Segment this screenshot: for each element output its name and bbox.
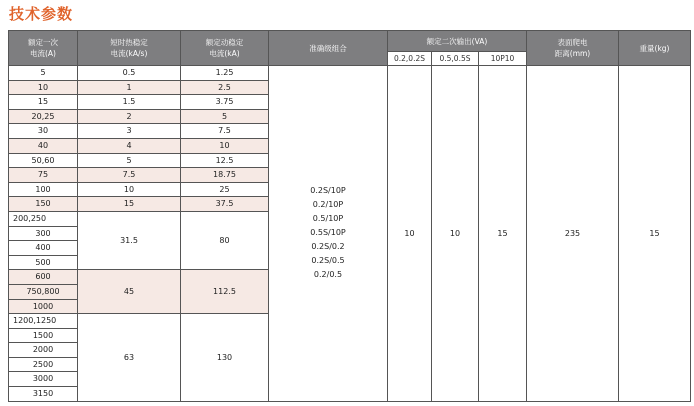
thermal-current-cell: 2 bbox=[78, 109, 181, 124]
thermal-current-cell: 31.5 bbox=[78, 211, 181, 269]
thermal-current-cell: 15 bbox=[78, 197, 181, 212]
primary-current-cell: 600 bbox=[9, 270, 78, 285]
primary-current-cell: 500 bbox=[9, 255, 78, 270]
output-02-cell: 10 bbox=[388, 66, 432, 402]
header-primary-current: 额定一次 电流(A) bbox=[9, 31, 78, 66]
thermal-current-cell: 63 bbox=[78, 314, 181, 402]
primary-current-cell: 75 bbox=[9, 168, 78, 183]
primary-current-cell: 15 bbox=[9, 95, 78, 110]
primary-current-cell: 1200,1250 bbox=[9, 314, 78, 329]
header-weight: 重量(kg) bbox=[619, 31, 691, 66]
primary-current-cell: 2500 bbox=[9, 357, 78, 372]
weight-cell: 15 bbox=[619, 66, 691, 402]
dynamic-current-cell: 1.25 bbox=[181, 66, 269, 81]
primary-current-cell: 150 bbox=[9, 197, 78, 212]
thermal-current-cell: 3 bbox=[78, 124, 181, 139]
thermal-current-cell: 1.5 bbox=[78, 95, 181, 110]
dynamic-current-cell: 37.5 bbox=[181, 197, 269, 212]
spec-table bbox=[8, 30, 691, 402]
thermal-current-cell: 10 bbox=[78, 182, 181, 197]
dynamic-current-cell: 5 bbox=[181, 109, 269, 124]
primary-current-cell: 1000 bbox=[9, 299, 78, 314]
header-dynamic-current: 额定动稳定 电流(kA) bbox=[181, 31, 269, 66]
dynamic-current-cell: 7.5 bbox=[181, 124, 269, 139]
dynamic-current-cell: 2.5 bbox=[181, 80, 269, 95]
dynamic-current-cell: 130 bbox=[181, 314, 269, 402]
header-creepage: 表面爬电 距离(mm) bbox=[527, 31, 619, 66]
header-thermal-current: 短时热稳定 电流(kA/s) bbox=[78, 31, 181, 66]
primary-current-cell: 2000 bbox=[9, 343, 78, 358]
primary-current-cell: 1500 bbox=[9, 328, 78, 343]
page-title: 技术参数 bbox=[9, 5, 74, 23]
thermal-current-cell: 1 bbox=[78, 80, 181, 95]
thermal-current-cell: 5 bbox=[78, 153, 181, 168]
primary-current-cell: 100 bbox=[9, 182, 78, 197]
dynamic-current-cell: 112.5 bbox=[181, 270, 269, 314]
output-05-cell: 10 bbox=[432, 66, 479, 402]
primary-current-cell: 200,250 bbox=[9, 211, 78, 226]
primary-current-cell: 3150 bbox=[9, 387, 78, 402]
header-output-02: 0.2,0.2S bbox=[388, 52, 432, 66]
dynamic-current-cell: 25 bbox=[181, 182, 269, 197]
primary-current-cell: 750,800 bbox=[9, 284, 78, 299]
primary-current-cell: 20,25 bbox=[9, 109, 78, 124]
accuracy-combo-cell: 0.2S/10P 0.2/10P 0.5/10P 0.5S/10P 0.2S/0.2 0.2S/0.5 0.2/0.5 bbox=[269, 66, 388, 402]
primary-current-cell: 10 bbox=[9, 80, 78, 95]
thermal-current-cell: 4 bbox=[78, 138, 181, 153]
dynamic-current-cell: 18.75 bbox=[181, 168, 269, 183]
table-row bbox=[9, 66, 691, 81]
primary-current-cell: 300 bbox=[9, 226, 78, 241]
header-secondary-output: 额定二次输出(VA) bbox=[388, 31, 527, 52]
output-10p10-cell: 15 bbox=[479, 66, 527, 402]
primary-current-cell: 5 bbox=[9, 66, 78, 81]
primary-current-cell: 30 bbox=[9, 124, 78, 139]
primary-current-cell: 50,60 bbox=[9, 153, 78, 168]
primary-current-cell: 40 bbox=[9, 138, 78, 153]
dynamic-current-cell: 10 bbox=[181, 138, 269, 153]
primary-current-cell: 400 bbox=[9, 241, 78, 256]
thermal-current-cell: 7.5 bbox=[78, 168, 181, 183]
dynamic-current-cell: 12.5 bbox=[181, 153, 269, 168]
header-output-05: 0.5,0.5S bbox=[432, 52, 479, 66]
creepage-cell: 235 bbox=[527, 66, 619, 402]
primary-current-cell: 3000 bbox=[9, 372, 78, 387]
dynamic-current-cell: 80 bbox=[181, 211, 269, 269]
thermal-current-cell: 45 bbox=[78, 270, 181, 314]
thermal-current-cell: 0.5 bbox=[78, 66, 181, 81]
header-output-10p10: 10P10 bbox=[479, 52, 527, 66]
header-accuracy-combo: 准确级组合 bbox=[269, 31, 388, 66]
dynamic-current-cell: 3.75 bbox=[181, 95, 269, 110]
